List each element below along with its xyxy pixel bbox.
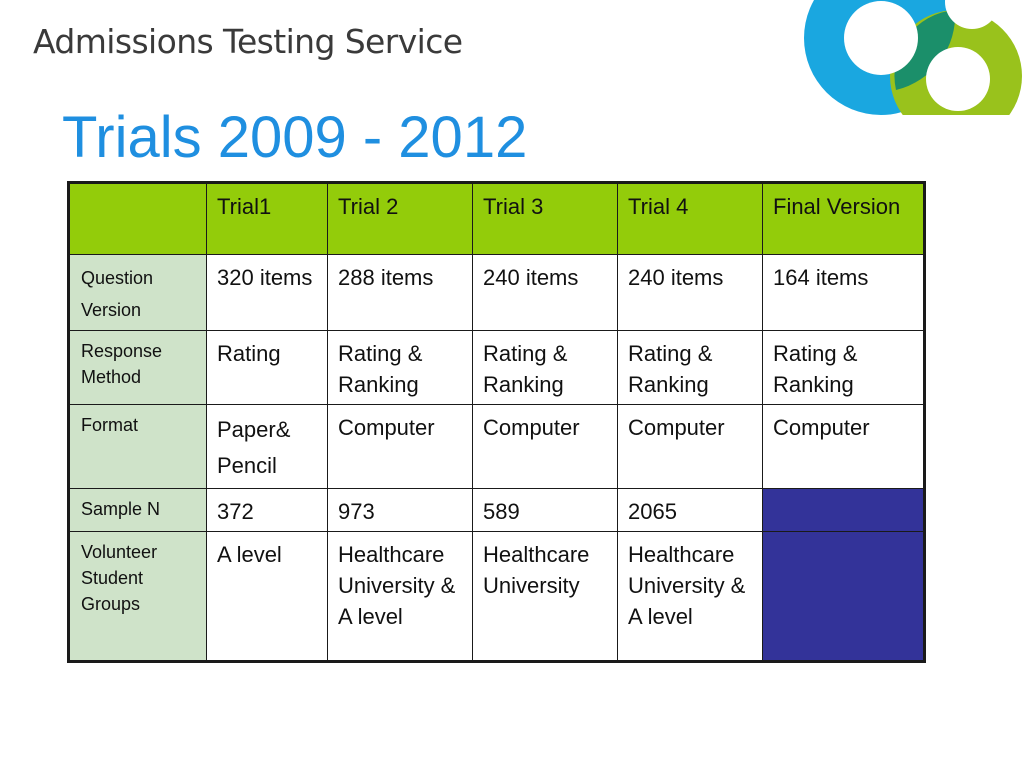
table-header-row [69, 183, 925, 255]
table-cell: 288 items [328, 255, 473, 331]
table-row [69, 532, 925, 662]
column-header: Final Version [763, 183, 925, 255]
table-cell: 372 [207, 489, 328, 532]
column-header: Trial 3 [473, 183, 618, 255]
table-cell: Rating & Ranking [618, 331, 763, 405]
empty-cell [763, 532, 925, 662]
table-cell: A level [207, 532, 328, 662]
table-cell: Healthcare University [473, 532, 618, 662]
table-cell: Computer [473, 405, 618, 489]
table-cell: 164 items [763, 255, 925, 331]
trials-table [67, 181, 926, 663]
column-header: Trial 2 [328, 183, 473, 255]
table-row [69, 405, 925, 489]
table-cell: 240 items [618, 255, 763, 331]
table-cell: Rating [207, 331, 328, 405]
row-label: Format [69, 405, 207, 489]
table-cell: Computer [328, 405, 473, 489]
table-cell: Paper& Pencil [207, 405, 328, 489]
table-cell: 589 [473, 489, 618, 532]
circles-logo-icon [800, 0, 1024, 115]
table-cell: Rating & Ranking [328, 331, 473, 405]
row-label: Question Version [69, 255, 207, 331]
table-cell: Computer [618, 405, 763, 489]
table-cell: 973 [328, 489, 473, 532]
row-label: Volunteer Student Groups [69, 532, 207, 662]
page-title: Trials 2009 - 2012 [62, 105, 528, 170]
row-label: Sample N [69, 489, 207, 532]
table-cell: 2065 [618, 489, 763, 532]
table-row [69, 255, 925, 331]
row-label: Response Method [69, 331, 207, 405]
table-cell: Healthcare University & A level [618, 532, 763, 662]
column-header: Trial1 [207, 183, 328, 255]
empty-cell [763, 489, 925, 532]
table-cell: 240 items [473, 255, 618, 331]
table-cell: Healthcare University & A level [328, 532, 473, 662]
table-cell: 320 items [207, 255, 328, 331]
table-cell: Rating & Ranking [473, 331, 618, 405]
header-corner-cell [69, 183, 207, 255]
column-header: Trial 4 [618, 183, 763, 255]
brand-name: Admissions Testing Service [33, 22, 463, 61]
table-cell: Rating & Ranking [763, 331, 925, 405]
table-row [69, 331, 925, 405]
table-cell: Computer [763, 405, 925, 489]
table-row [69, 489, 925, 532]
